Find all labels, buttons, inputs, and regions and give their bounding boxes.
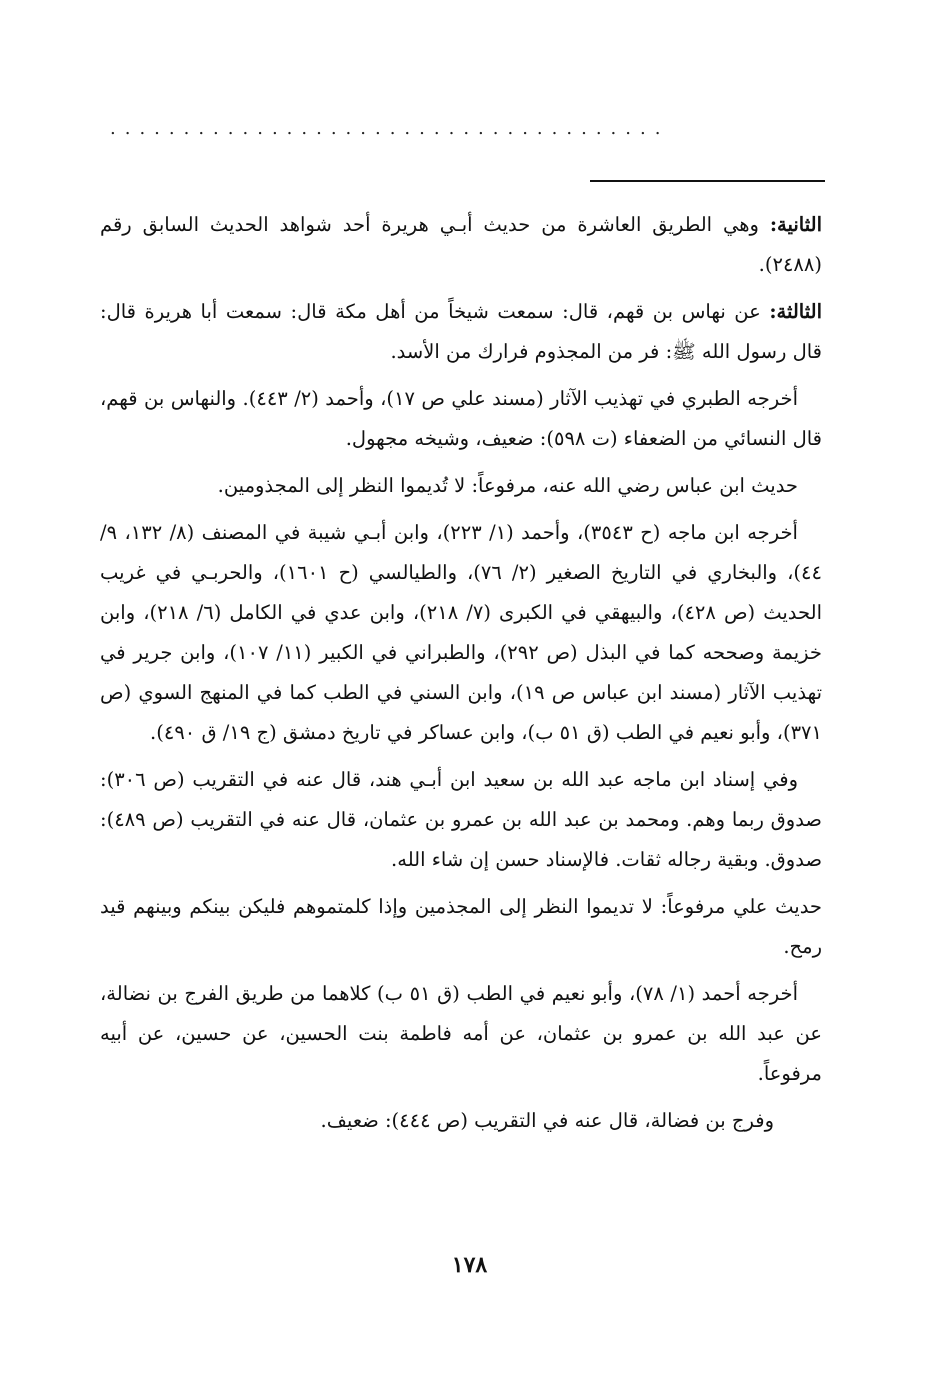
paragraph-third-route bbox=[100, 292, 822, 372]
paragraph-isnad-ibn-majah bbox=[100, 760, 822, 880]
paragraph-text: عن نهاس بن قهم، قال: سمعت شيخاً من أهل مكة قال: سمعت أبا هريرة قال: قال رسول الله ﷺ: فر من المجذوم فرارك من الأسد. bbox=[100, 300, 822, 363]
paragraph-text: وهي الطريق العاشرة من حديث أبـي هريرة أحد شواهد الحديث السابق رقم (٢٤٨٨). bbox=[100, 213, 822, 276]
paragraph-label: الثانية: bbox=[769, 213, 822, 236]
dotted-separator: ...................................... bbox=[110, 118, 670, 139]
paragraph-text: حديث ابن عباس رضي الله عنه، مرفوعاً: لا تُديموا النظر إلى المجذومين. bbox=[217, 474, 798, 497]
paragraph-label: الثالثة: bbox=[769, 300, 822, 323]
paragraph-faraj-ibn-fadala bbox=[100, 1101, 822, 1141]
page-body bbox=[100, 205, 822, 1148]
paragraph-text: أخرجه أحمد (١/ ٧٨)، وأبو نعيم في الطب (ق ٥١ ب) كلاهما من طريق الفرج بن نضالة، عن عبد الله بن عمرو بن عثمان، عن أمه فاطمة بنت الحسين، عن حسين، عن أبيه مرفوعاً. bbox=[100, 982, 822, 1085]
paragraph-hadith-ali bbox=[100, 887, 822, 967]
footnote-rule bbox=[590, 180, 825, 182]
paragraph-text: حديث علي مرفوعاً: لا تديموا النظر إلى المجذمين وإذا كلمتموهم فليكن بينكم وبينهم قيد رمح. bbox=[100, 895, 822, 958]
paragraph-takhrij-ahmad bbox=[100, 974, 822, 1094]
paragraph-text: وفرج بن فضالة، قال عنه في التقريب (ص ٤٤٤): ضعيف. bbox=[320, 1109, 774, 1132]
paragraph-takhrij-tabari bbox=[100, 379, 822, 459]
page-number: ١٧٨ bbox=[451, 1252, 488, 1278]
paragraph-text: أخرجه ابن ماجه (ح ٣٥٤٣)، وأحمد (١/ ٢٢٣)، وابن أبـي شيبة في المصنف (٨/ ١٣٢، ٩/ ٤٤)، والبخاري في التاريخ الصغير (٢/ ٧٦)، والطيالسي (ح ١٦٠١)، والحربـي في غريب الحديث (ص ٤٢٨)، والبيهقي في الكبرى (٧/ ٢١٨)، وابن عدي في الكامل (٦/ ٢١٨)، وابن خزيمة وصححه كما في البذل (ص ٢٩٢)، والطبراني في الكبير (١١/ ١٠٧)، وابن جرير في تهذيب الآثار (مسند ابن عباس ص ١٩)، وابن السني في الطب كما في المنهج السوي (ص ٣٧١)، وأبو نعيم في الطب (ق ٥١ ب)، وابن عساكر في تاريخ دمشق (ج ١٩/ ق ٤٩٠). bbox=[100, 521, 822, 744]
paragraph-text: وفي إسناد ابن ماجه عبد الله بن سعيد ابن أبـي هند، قال عنه في التقريب (ص ٣٠٦): صدوق ربما وهم. ومحمد بن عبد الله بن عمرو بن عثمان، قال عنه في التقريب (ص ٤٨٩): صدوق. وبقية رجاله ثقات. فالإسناد حسن إن شاء الله. bbox=[100, 768, 822, 871]
paragraph-hadith-ibn-abbas bbox=[100, 466, 822, 506]
paragraph-second-route bbox=[100, 205, 822, 285]
paragraph-text: أخرجه الطبري في تهذيب الآثار (مسند علي ص ١٧)، وأحمد (٢/ ٤٤٣). والنهاس بن قهم، قال النسائي من الضعفاء (ت ٥٩٨): ضعيف، وشيخه مجهول. bbox=[100, 387, 822, 450]
paragraph-takhrij-ibn-majah bbox=[100, 513, 822, 753]
